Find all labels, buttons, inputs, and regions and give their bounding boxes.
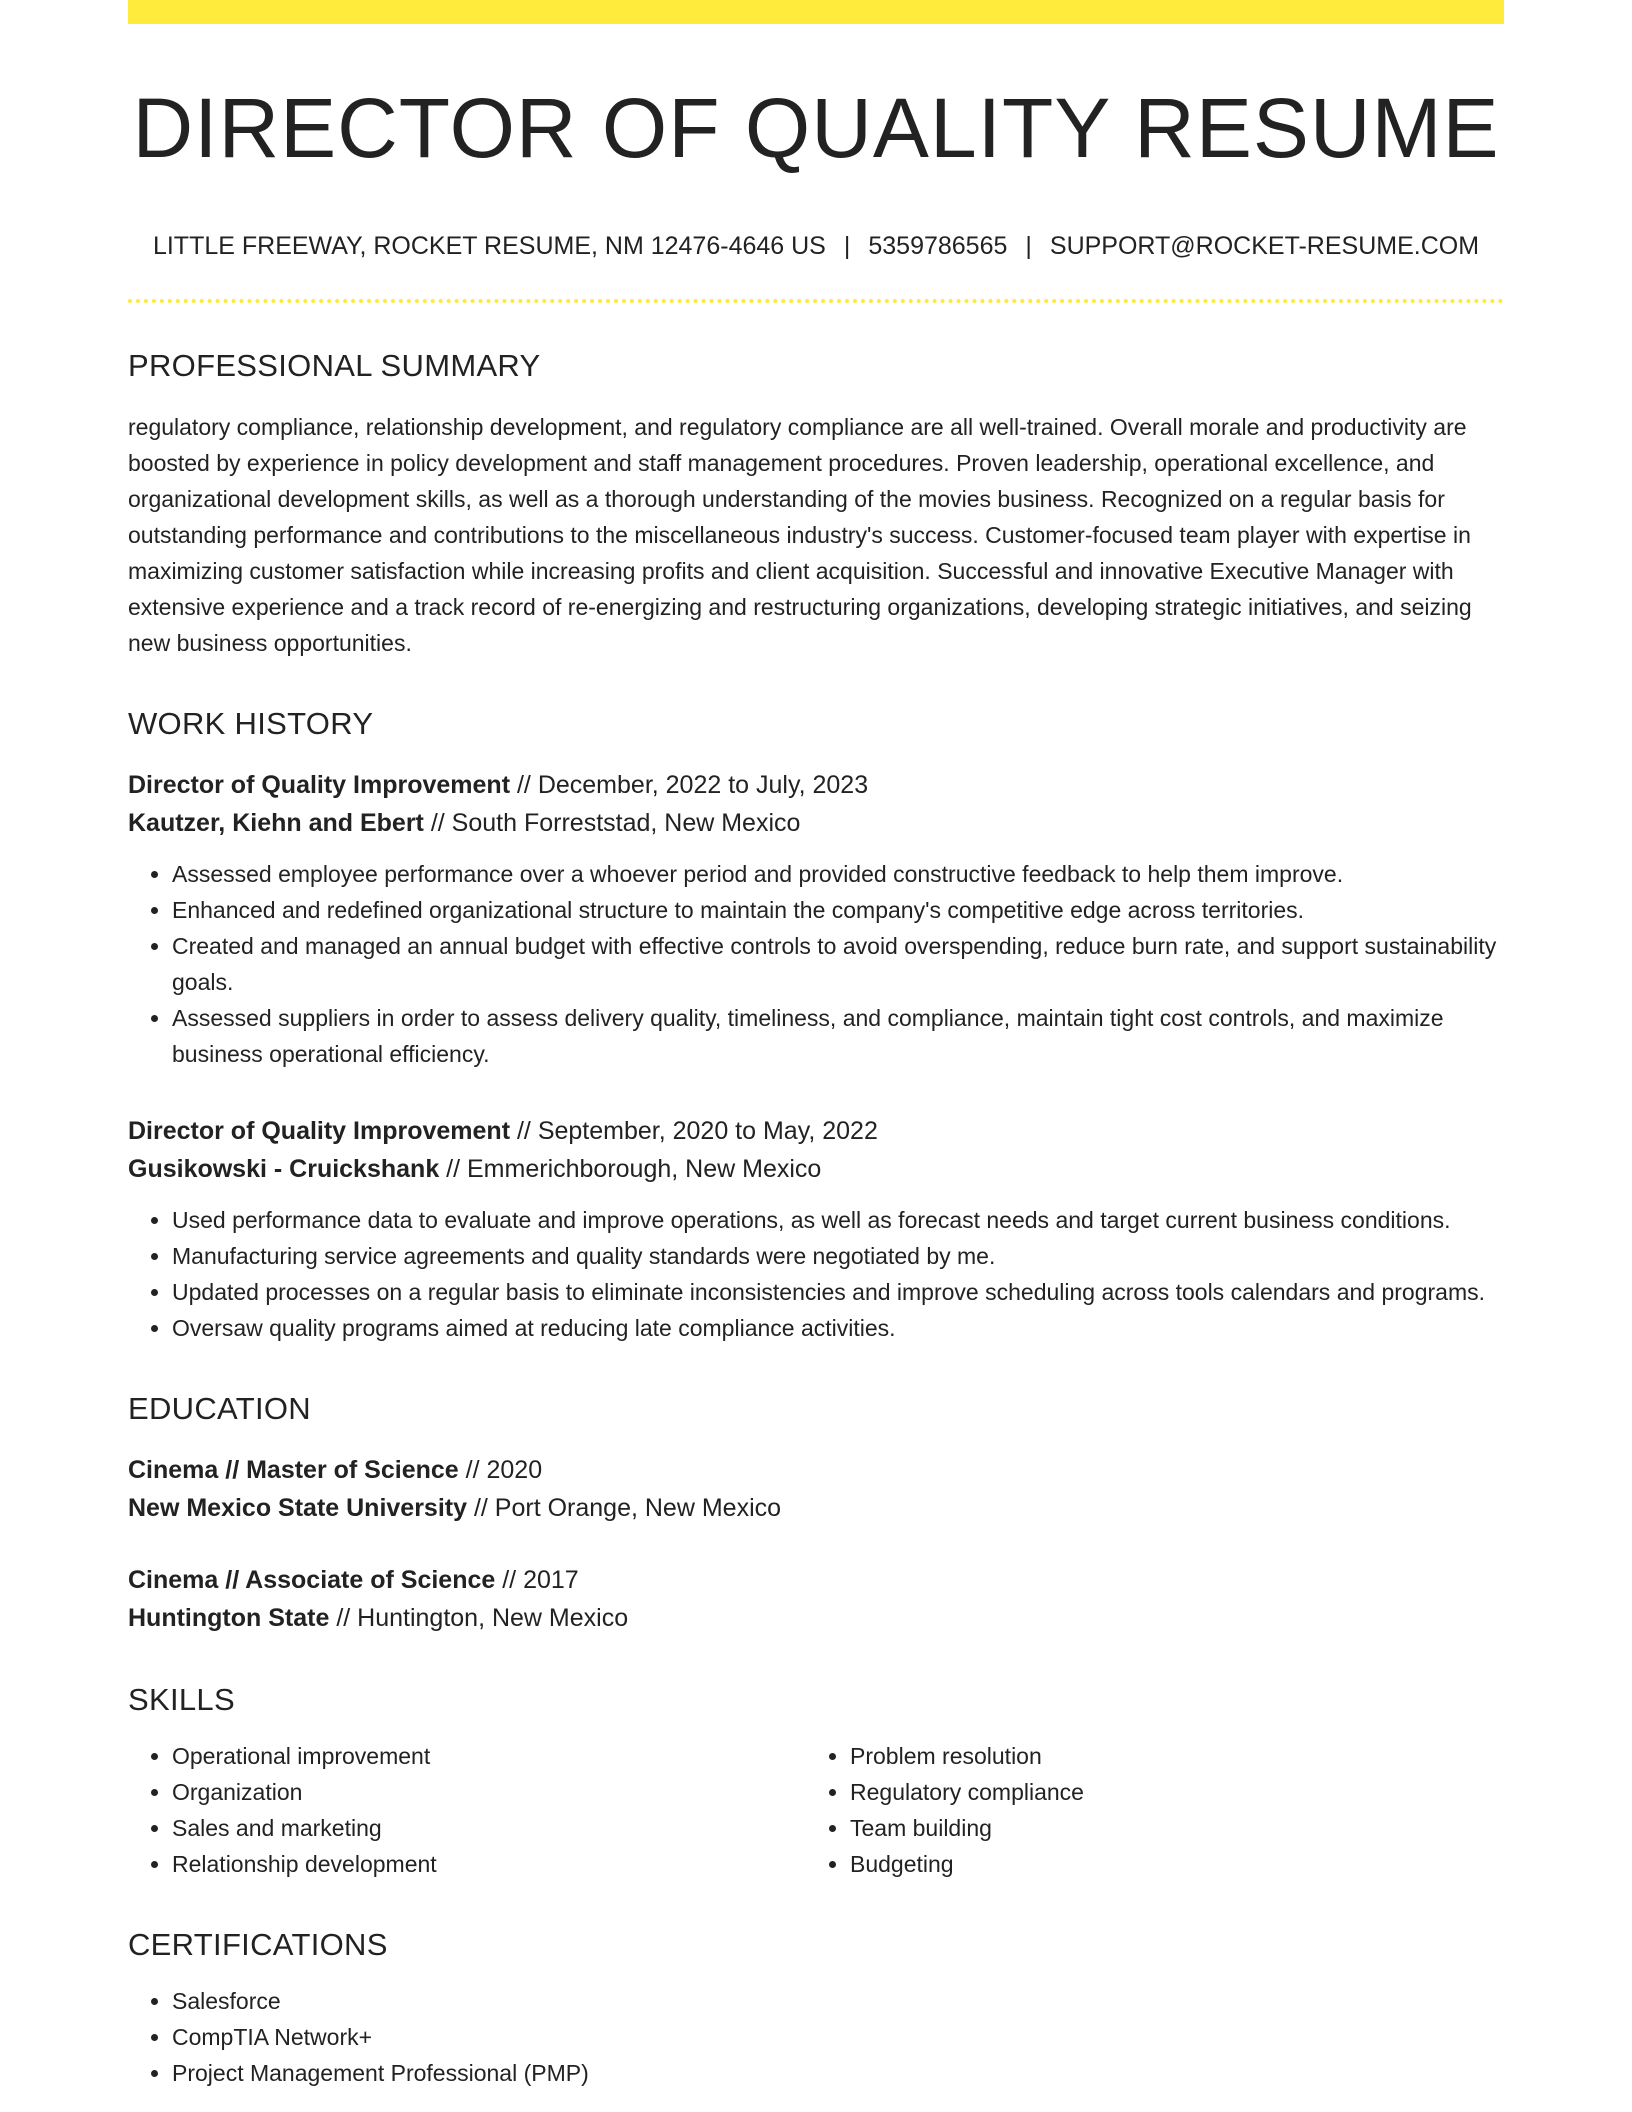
list-item: • Organization bbox=[172, 1774, 806, 1810]
certifications-list bbox=[128, 1983, 1504, 2091]
job-company-line bbox=[128, 1150, 1504, 1188]
education-degree: Cinema // Associate of Science bbox=[128, 1565, 496, 1594]
job-title-line bbox=[128, 1112, 1504, 1150]
skills-columns bbox=[128, 1738, 1504, 1882]
accent-bar bbox=[128, 0, 1504, 24]
job-entry bbox=[128, 1112, 1504, 1346]
section-heading-work-history: WORK HISTORY bbox=[128, 705, 374, 741]
summary-section bbox=[128, 347, 1504, 660]
job-title: Director of Quality Improvement bbox=[128, 1116, 511, 1145]
skills-list-right bbox=[806, 1738, 1484, 1882]
job-location: // South Forreststad, New Mexico bbox=[430, 808, 801, 837]
list-item: • CompTIA Network+ bbox=[172, 2019, 1504, 2055]
list-item: • Sales and marketing bbox=[172, 1810, 806, 1846]
list-item: • Created and managed an annual budget with effective controls to avoid overspending, reduce burn rate, and support sustainability goals. bbox=[172, 928, 1504, 1000]
resume-page bbox=[128, 0, 1504, 2091]
list-item: • Budgeting bbox=[850, 1846, 1484, 1882]
job-dates: // September, 2020 to May, 2022 bbox=[516, 1116, 878, 1145]
resume-title: DIRECTOR OF QUALITY RESUME bbox=[132, 81, 1500, 175]
certifications-section bbox=[128, 1926, 1504, 2091]
list-item: • Operational improvement bbox=[172, 1738, 806, 1774]
education-school-line bbox=[128, 1599, 1504, 1637]
list-item: • Oversaw quality programs aimed at reducing late compliance activities. bbox=[172, 1310, 1504, 1346]
education-location: // Port Orange, New Mexico bbox=[473, 1493, 782, 1522]
job-title-line bbox=[128, 766, 1504, 804]
dotted-divider bbox=[128, 299, 1504, 303]
section-heading-skills: SKILLS bbox=[128, 1681, 235, 1717]
contact-email: SUPPORT@ROCKET-RESUME.COM bbox=[1049, 232, 1480, 261]
contact-phone: 5359786565 bbox=[868, 232, 1008, 261]
list-item: • Manufacturing service agreements and quality standards were negotiated by me. bbox=[172, 1238, 1504, 1274]
job-bullets bbox=[128, 856, 1504, 1072]
contact-separator: | bbox=[843, 232, 851, 261]
education-degree-line bbox=[128, 1561, 1504, 1599]
education-degree: Cinema // Master of Science bbox=[128, 1455, 459, 1484]
education-school: Huntington State bbox=[128, 1603, 330, 1632]
list-item: • Team building bbox=[850, 1810, 1484, 1846]
skills-list-left bbox=[128, 1738, 806, 1882]
skills-section bbox=[128, 1681, 1504, 1882]
list-item: • Problem resolution bbox=[850, 1738, 1484, 1774]
list-item: • Relationship development bbox=[172, 1846, 806, 1882]
education-year: // 2017 bbox=[502, 1565, 579, 1594]
job-entry bbox=[128, 766, 1504, 1072]
list-item: • Project Management Professional (PMP) bbox=[172, 2055, 1504, 2091]
section-heading-certifications: CERTIFICATIONS bbox=[128, 1927, 388, 1963]
job-company-line bbox=[128, 804, 1504, 842]
job-title: Director of Quality Improvement bbox=[128, 770, 511, 799]
education-school: New Mexico State University bbox=[128, 1493, 468, 1522]
education-entry bbox=[128, 1451, 1504, 1527]
list-item: • Updated processes on a regular basis to eliminate inconsistencies and improve scheduling across tools calendars and programs. bbox=[172, 1274, 1504, 1310]
list-item: • Used performance data to evaluate and improve operations, as well as forecast needs and target current business conditions. bbox=[172, 1202, 1504, 1238]
job-dates: // December, 2022 to July, 2023 bbox=[516, 770, 869, 799]
summary-text: regulatory compliance, relationship development, and regulatory compliance are all well-trained. Overall morale and productivity are boosted by experience in policy development and staff management procedures. Proven leadership, operational excellence, and organizational development skills, as well as a thorough understanding of the movies business. Recognized on a regular basis for outstanding performance and contributions to the miscellaneous industry's success. Customer-focused team player with expertise in maximizing customer satisfaction while increasing profits and client acquisition. Successful and innovative Executive Manager with extensive experience and a track record of re-energizing and restructuring organizations, developing strategic initiatives, and seizing new business opportunities. bbox=[128, 413, 1472, 656]
education-entry bbox=[128, 1561, 1504, 1637]
education-degree-line bbox=[128, 1451, 1504, 1489]
section-heading-education: EDUCATION bbox=[128, 1390, 311, 1426]
contact-line bbox=[128, 232, 1504, 261]
list-item: • Enhanced and redefined organizational structure to maintain the company's competitive edge across territories. bbox=[172, 892, 1504, 928]
job-company: Kautzer, Kiehn and Ebert bbox=[128, 808, 424, 837]
list-item: • Assessed employee performance over a whoever period and provided constructive feedback to help them improve. bbox=[172, 856, 1504, 892]
contact-separator: | bbox=[1025, 232, 1032, 261]
list-item: • Assessed suppliers in order to assess delivery quality, timeliness, and compliance, maintain tight cost controls, and maximize business operational efficiency. bbox=[172, 1000, 1504, 1072]
education-year: // 2020 bbox=[465, 1455, 543, 1484]
job-bullets bbox=[128, 1202, 1504, 1346]
list-item: • Regulatory compliance bbox=[850, 1774, 1484, 1810]
job-company: Gusikowski - Cruickshank bbox=[128, 1154, 440, 1183]
education-location: // Huntington, New Mexico bbox=[336, 1603, 629, 1632]
contact-address: LITTLE FREEWAY, ROCKET RESUME, NM 12476-4646 US bbox=[152, 232, 826, 261]
job-location: // Emmerichborough, New Mexico bbox=[446, 1154, 822, 1183]
section-heading-summary: PROFESSIONAL SUMMARY bbox=[128, 348, 541, 384]
education-school-line bbox=[128, 1489, 1504, 1527]
work-history-section bbox=[128, 705, 1504, 1346]
education-section bbox=[128, 1390, 1504, 1637]
list-item: • Salesforce bbox=[172, 1983, 1504, 2019]
